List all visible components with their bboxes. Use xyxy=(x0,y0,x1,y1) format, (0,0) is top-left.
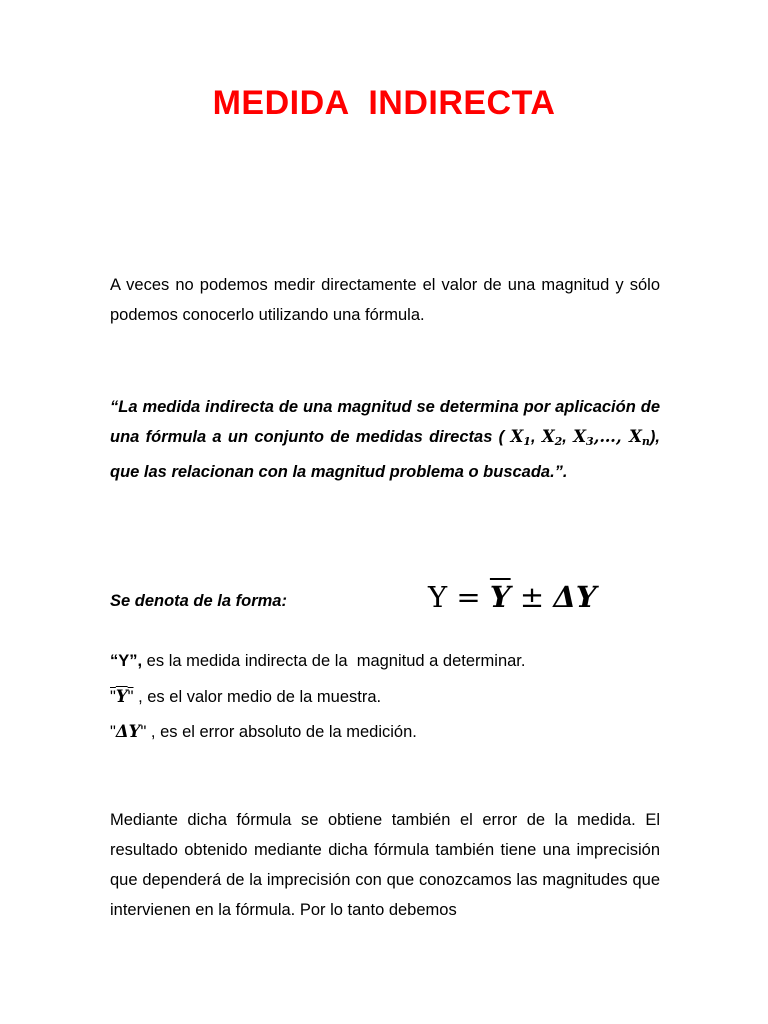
definition-text-start: “La medida indirecta de una magnitud se determina por aplicación de una fórmula a un conjunto de medidas directas ( xyxy=(110,398,660,446)
document-title: MEDIDA INDIRECTA xyxy=(212,84,556,122)
item-mean-text: , es el valor medio de la muestra. xyxy=(133,688,382,706)
formula-lhs: Y xyxy=(428,580,448,614)
item-delta: "ΔY" , es el error absoluto de la medición. xyxy=(110,722,417,741)
formula-mean: $\overline{Y}$ xyxy=(489,580,511,614)
variable-x2: $X_2$ xyxy=(541,427,563,448)
variable-xn: $X_n$ xyxy=(629,427,650,448)
item-y xyxy=(110,652,525,671)
item-delta-symbol: ΔY xyxy=(115,722,141,741)
formula-delta: ΔY xyxy=(553,580,597,614)
item-y-text: es la medida indirecta de la magnitud a determinar. xyxy=(142,652,526,670)
variable-x3: $X_3$ xyxy=(573,427,594,448)
formula: $Y = \overline{Y} \pm \Delta Y$ xyxy=(428,580,597,614)
item-y-label: “Y”, xyxy=(110,652,143,670)
closing-paragraph: Mediante dicha fórmula se obtiene también el error de la medida. El resultado obtenido mediante dicha fórmula también tiene una imprecisión que dependerá de la imprecisión con que conozcamos las magnitudes que intervienen en la fórmula. Por lo tanto debemos xyxy=(110,811,660,919)
item-mean: "$\overline{Y}$" , es el valor medio de la muestra. xyxy=(110,687,382,706)
variable-x1: $X_1$ xyxy=(510,427,531,448)
definition-text-end: ), que las relacionan con la magnitud problema o buscada.”. xyxy=(110,428,661,481)
denote-label: Se denota de la forma: xyxy=(110,592,287,610)
item-mean-symbol: $\overline{Y}$ xyxy=(115,687,128,706)
item-delta-text: , es el error absoluto de la medición. xyxy=(146,723,417,741)
intro-paragraph: A veces no podemos medir directamente el valor de una magnitud y sólo podemos conocerlo utilizando una fórmula. xyxy=(110,276,660,324)
definition-quote: “La medida indirecta de una magnitud se determina por aplicación de una fórmula a un conjunto de medidas directas ( $X_1$, $X_2$, $X_3,\dots$, $X_n$), que las relacionan con la magnitud problema o buscada.”. xyxy=(110,398,661,481)
